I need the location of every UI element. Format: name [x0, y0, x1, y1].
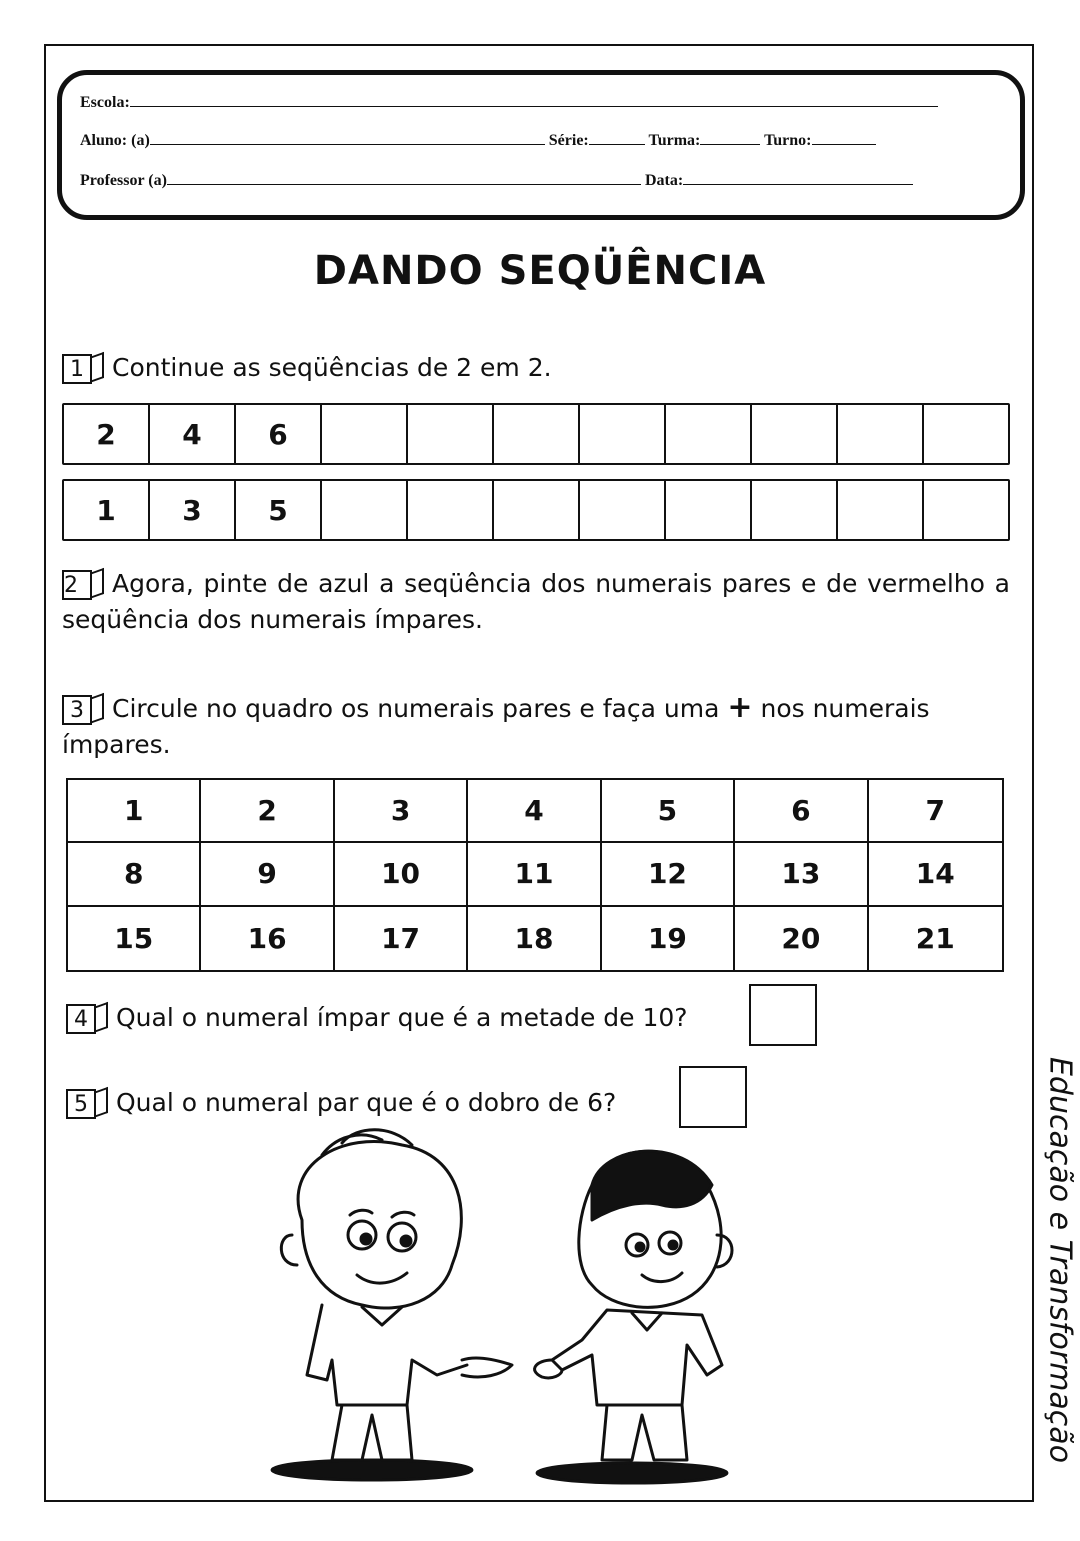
even-sequence-cell[interactable]: [752, 405, 838, 463]
answer-box-5[interactable]: [679, 1066, 747, 1128]
question-5: [66, 1085, 616, 1121]
question-1-text: Continue as seqüências de 2 em 2.: [112, 353, 552, 382]
number-grid-cell[interactable]: 15: [68, 907, 201, 970]
number-grid-cell[interactable]: 7: [869, 780, 1002, 843]
even-sequence-cell[interactable]: [322, 405, 408, 463]
question-4: [66, 1000, 688, 1036]
date-field[interactable]: [683, 170, 913, 185]
question-3-text-b: nos numerais ímpares.: [62, 694, 930, 759]
shift-field[interactable]: [812, 130, 876, 145]
number-grid-cell[interactable]: 4: [468, 780, 601, 843]
odd-sequence-cell[interactable]: [666, 481, 752, 539]
number-grid-cell[interactable]: 16: [201, 907, 334, 970]
number-grid-cell[interactable]: 2: [201, 780, 334, 843]
question-3: [62, 690, 1010, 763]
number-grid: [66, 778, 1004, 972]
number-grid-cell[interactable]: 10: [335, 843, 468, 906]
school-field[interactable]: [130, 92, 938, 107]
question-2-text: Agora, pinte de azul a seqüência dos numerais pares e de vermelho a seqüência dos numerais ímpares.: [62, 569, 1010, 634]
even-sequence-cell[interactable]: [494, 405, 580, 463]
question-4-text: Qual o numeral ímpar que é a metade de 10?: [116, 1003, 688, 1032]
even-sequence-cell[interactable]: [666, 405, 752, 463]
shift-label: Turno:: [764, 132, 812, 149]
odd-sequence-cell[interactable]: [752, 481, 838, 539]
dice-number-4-icon: 4: [66, 1004, 96, 1034]
number-grid-cell[interactable]: 20: [735, 907, 868, 970]
dice-number-5-icon: 5: [66, 1089, 96, 1119]
school-line: [80, 92, 938, 112]
odd-sequence-cell: 5: [236, 481, 322, 539]
student-line: [80, 130, 876, 150]
side-caption-text: Educação e Transformação: [1042, 1056, 1078, 1464]
even-sequence-cell: 4: [150, 405, 236, 463]
class-label: Turma:: [648, 132, 701, 149]
dice-number-3-icon: 3: [62, 695, 92, 725]
even-sequence-cell: 2: [64, 405, 150, 463]
even-sequence-cell[interactable]: [838, 405, 924, 463]
grade-field[interactable]: [589, 130, 645, 145]
number-grid-cell[interactable]: 21: [915, 921, 955, 955]
number-grid-cell[interactable]: 18: [468, 907, 601, 970]
question-2: [62, 566, 1010, 638]
teacher-label: Professor (a): [80, 172, 167, 189]
number-grid-cell[interactable]: 3: [335, 780, 468, 843]
plus-icon: +: [727, 690, 753, 725]
even-sequence-cell[interactable]: [924, 405, 1008, 463]
number-grid-cell[interactable]: 14: [869, 843, 1002, 906]
two-boys-illustration: [262, 1125, 762, 1490]
odd-sequence-cell[interactable]: [494, 481, 580, 539]
class-field[interactable]: [700, 130, 760, 145]
date-label: Data:: [644, 172, 684, 189]
dice-number-1-icon: 1: [62, 354, 92, 384]
answer-box-4[interactable]: [749, 984, 817, 1046]
odd-sequence-cell: 1: [64, 481, 150, 539]
number-grid-cell[interactable]: 5: [602, 780, 735, 843]
odd-sequence-cell[interactable]: [580, 481, 666, 539]
dice-number-2-icon: 2: [62, 570, 92, 600]
number-grid-cell[interactable]: 19: [602, 907, 735, 970]
side-caption: [1040, 1020, 1080, 1500]
even-sequence-cell: 6: [236, 405, 322, 463]
school-label: Escola:: [80, 94, 130, 111]
number-grid-cell[interactable]: 12: [602, 843, 735, 906]
grade-label: Série:: [548, 132, 589, 149]
even-sequence-row: [62, 403, 1010, 465]
odd-sequence-cell[interactable]: [924, 481, 1008, 539]
odd-sequence-row: [62, 479, 1010, 541]
number-grid-cell[interactable]: 9: [201, 843, 334, 906]
question-5-text: Qual o numeral par que é o dobro de 6?: [116, 1088, 617, 1117]
even-sequence-cell[interactable]: [408, 405, 494, 463]
odd-sequence-cell: 3: [150, 481, 236, 539]
number-grid-cell[interactable]: 17: [335, 907, 468, 970]
teacher-field[interactable]: [167, 170, 641, 185]
number-grid-cell[interactable]: 11: [468, 843, 601, 906]
number-grid-cell[interactable]: 13: [735, 843, 868, 906]
number-grid-cell[interactable]: 8: [68, 843, 201, 906]
page-title: DANDO SEQÜÊNCIA: [313, 248, 767, 294]
teacher-line: [80, 170, 913, 190]
number-grid-cell[interactable]: 6: [735, 780, 868, 843]
number-grid-cell[interactable]: 1: [68, 780, 201, 843]
odd-sequence-cell[interactable]: [838, 481, 924, 539]
student-label: Aluno: (a): [80, 132, 150, 149]
odd-sequence-cell[interactable]: [408, 481, 494, 539]
student-field[interactable]: [150, 130, 545, 145]
question-1: [62, 350, 552, 386]
odd-sequence-cell[interactable]: [322, 481, 408, 539]
question-3-text-a: Circule no quadro os numerais pares e faça uma: [112, 694, 720, 723]
even-sequence-cell[interactable]: [580, 405, 666, 463]
